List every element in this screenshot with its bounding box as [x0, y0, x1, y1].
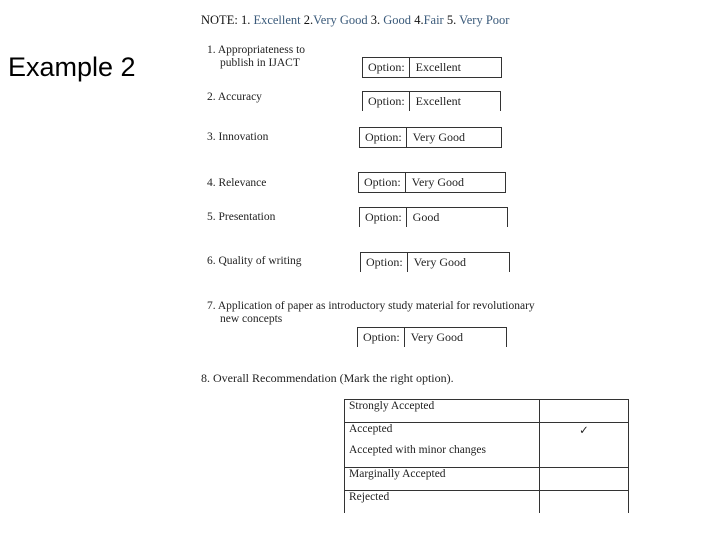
recommendation-mark: ✓ — [579, 425, 589, 437]
option-label: Option: — [361, 253, 408, 272]
recommendation-option: Rejected — [345, 491, 540, 514]
criterion-6-option-box — [360, 252, 510, 272]
note-label: NOTE: — [201, 13, 238, 27]
check-mark-icon[interactable] — [540, 423, 629, 468]
recommendation-option: Accepted with minor changes — [349, 444, 486, 456]
criterion-7-option-box — [357, 327, 507, 347]
recommendation-row[interactable] — [345, 400, 629, 423]
option-label: Option: — [359, 173, 406, 192]
option-label: Option: — [358, 328, 405, 347]
note-scale-5-num: 5. — [446, 13, 457, 27]
criterion-3-option-box — [359, 127, 502, 148]
recommendation-option: Strongly Accepted — [345, 400, 540, 423]
option-value[interactable]: Good — [412, 210, 440, 224]
recommendation-row[interactable] — [345, 491, 629, 514]
criterion-4-option-box — [358, 172, 506, 193]
slide-title: Example 2 — [8, 52, 136, 82]
option-label: Option: — [360, 208, 407, 227]
recommendation-mark-cell[interactable] — [540, 400, 629, 423]
recommendation-option-pair — [345, 423, 540, 468]
recommendation-mark-cell[interactable] — [540, 491, 629, 514]
criterion-4-label: 4. Relevance — [207, 177, 267, 189]
criterion-6-label: 6. Quality of writing — [207, 255, 302, 267]
criterion-7-label — [207, 300, 535, 326]
recommendation-mark-cell[interactable] — [540, 468, 629, 491]
option-value[interactable]: Very Good — [413, 255, 466, 269]
criterion-7-label-line1: 7. Application of paper as introductory study material for revolutionary — [207, 300, 535, 312]
criterion-1-option-box — [362, 57, 502, 78]
criterion-1-label — [207, 44, 305, 70]
rating-note — [201, 13, 509, 28]
note-scale-3-text: Good — [383, 13, 412, 27]
option-value[interactable]: Excellent — [415, 94, 461, 108]
criterion-1-label-line2: publish in IJACT — [220, 57, 300, 69]
criterion-3-label: 3. Innovation — [207, 131, 269, 143]
option-value[interactable]: Excellent — [415, 60, 461, 74]
note-scale-1-num: 1. — [240, 13, 251, 27]
option-value[interactable]: Very Good — [412, 130, 465, 144]
note-scale-4-num: 4. — [414, 13, 424, 27]
criterion-5-label: 5. Presentation — [207, 211, 276, 223]
recommendation-table — [344, 399, 629, 513]
recommendation-row[interactable] — [345, 468, 629, 491]
option-label: Option: — [363, 92, 410, 111]
recommendation-option: Accepted — [349, 423, 393, 435]
note-scale-4-text: Fair — [423, 13, 444, 27]
recommendation-option: Marginally Accepted — [345, 468, 540, 491]
criterion-7-label-line2: new concepts — [220, 313, 283, 325]
criterion-2-option-box — [362, 91, 501, 111]
option-value[interactable]: Very Good — [410, 330, 463, 344]
recommendation-heading: 8. Overall Recommendation (Mark the right option). — [201, 371, 454, 385]
criterion-2-label: 2. Accuracy — [207, 91, 262, 103]
note-scale-5-text: Very Poor — [459, 13, 510, 27]
option-value[interactable]: Very Good — [411, 175, 464, 189]
recommendation-row[interactable] — [345, 423, 629, 468]
note-scale-2-num: 2. — [303, 13, 314, 27]
option-label: Option: — [363, 58, 410, 77]
note-scale-3-num: 3. — [370, 13, 381, 27]
note-scale-2-text: Very Good — [313, 13, 368, 27]
criterion-5-option-box — [359, 207, 508, 227]
note-scale-1-text: Excellent — [253, 13, 301, 27]
criterion-1-label-line1: 1. Appropriateness to — [207, 44, 306, 56]
option-label: Option: — [360, 128, 407, 147]
